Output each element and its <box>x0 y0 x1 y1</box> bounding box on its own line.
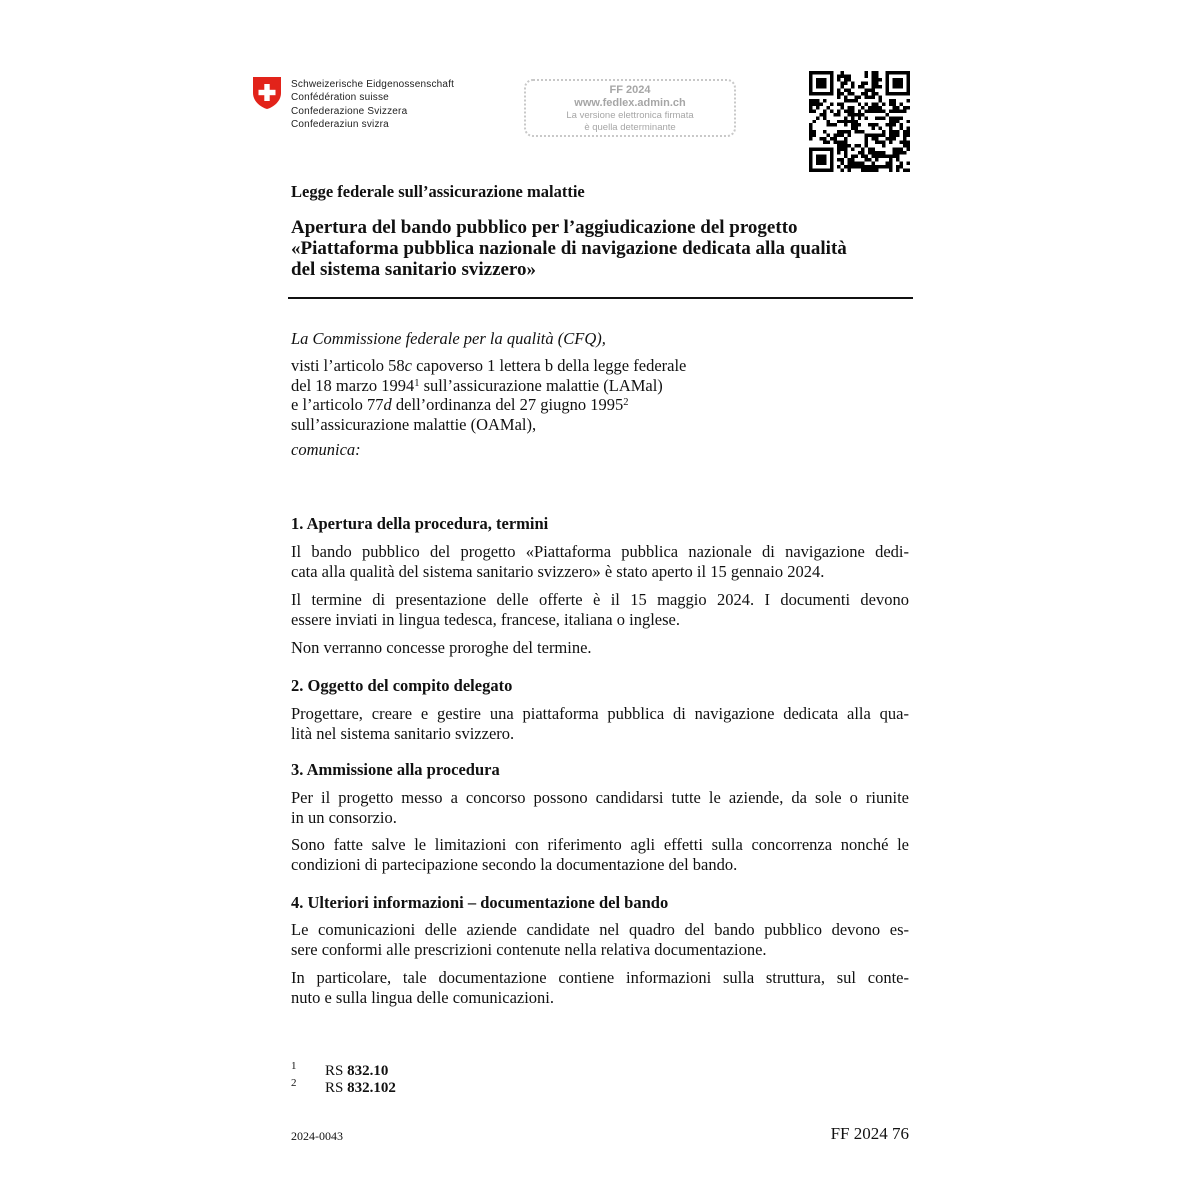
document-number: 2024-0043 <box>291 1129 343 1143</box>
preamble-line <box>291 395 686 414</box>
paragraph-line: sere conformi alle prescrizioni contenute nella relativa documentazione. <box>291 940 767 959</box>
preamble-text: e l’articolo 77 <box>291 395 384 415</box>
agency-line-de: Schweizerische Eidgenossenschaft <box>291 79 455 90</box>
paragraph-line: Sono fatte salve le limitazioni con riferimento agli effetti sulla concorrenza nonché le <box>291 835 909 854</box>
paragraph <box>291 968 909 1008</box>
footnote-text <box>325 1080 396 1097</box>
preamble-text: del 18 marzo 1994 <box>291 375 415 395</box>
title-line: Apertura del bando pubblico per l’aggiudicazione del progetto <box>291 217 798 238</box>
stamp-note-1: La versione elettronica firmata <box>566 110 694 121</box>
footnote-prefix: RS <box>325 1063 348 1079</box>
paragraph <box>291 542 909 582</box>
title-divider <box>288 297 913 299</box>
paragraph-line: in un consorzio. <box>291 808 397 827</box>
swiss-cross-shield-icon <box>252 76 282 110</box>
footnote-prefix: RS <box>325 1080 348 1096</box>
preamble-text: capoverso 1 lettera b della legge federale <box>411 356 687 376</box>
preamble-text: sull’assicurazione malattie (LAMal) <box>419 375 663 395</box>
paragraph-line: essere inviati in lingua tedesca, francese, italiana o inglese. <box>291 610 680 629</box>
document-title <box>291 217 911 280</box>
paragraph-line: Progettare, creare e gestire una piattaforma pubblica di navigazione dedicata alla qua- <box>291 704 909 723</box>
paragraph <box>291 788 909 828</box>
footnote-number: 2 <box>291 1077 297 1089</box>
qr-code-icon <box>809 71 910 172</box>
stamp-url: www.fedlex.admin.ch <box>574 97 686 109</box>
preamble-text: visti l’articolo 58 <box>291 356 405 376</box>
stamp-edition: FF 2024 <box>609 84 651 96</box>
agency-line-rm: Confederaziun svizra <box>291 118 389 130</box>
footnote-marker[interactable]: 1 <box>414 377 420 389</box>
footnote-number: 1 <box>291 1060 297 1072</box>
paragraph-line: nuto e sulla lingua delle comunicazioni. <box>291 988 555 1007</box>
footnote-text <box>325 1063 388 1080</box>
preamble-line <box>291 376 686 395</box>
paragraph-line: Non verranno concesse proroghe del termine. <box>291 638 592 657</box>
agency-line-it: Confederazione Svizzera <box>291 105 408 117</box>
paragraph-line: Il bando pubblico del progetto «Piattaforma pubblica nazionale di navigazione dedi- <box>291 542 909 561</box>
page-reference: FF 2024 76 <box>830 1124 909 1143</box>
section-heading: 2. Oggetto del compito delegato <box>291 676 513 695</box>
preamble-letter: c <box>404 356 412 376</box>
section-heading: 1. Apertura della procedura, termini <box>291 514 549 533</box>
preamble-letter: d <box>383 395 392 415</box>
footnote-marker[interactable]: 2 <box>623 397 629 409</box>
title-line: «Piattaforma pubblica nazionale di navigazione dedicata alla qualità <box>291 238 847 259</box>
section-heading: 4. Ulteriori informazioni – documentazione del bando <box>291 893 669 912</box>
publication-stamp <box>524 79 736 137</box>
agency-line-fr: Confédération suisse <box>291 92 389 104</box>
footnote-reference[interactable]: 832.10 <box>347 1063 389 1079</box>
paragraph <box>291 590 909 630</box>
paragraph-line: Le comunicazioni delle aziende candidate nel quadro del bando pubblico devono es- <box>291 920 909 939</box>
act-title: Legge federale sull’assicurazione malattie <box>291 182 585 201</box>
paragraph-line: cata alla qualità del sistema sanitario svizzero» è stato aperto il 15 gennaio 2024. <box>291 562 825 581</box>
paragraph-line: condizioni di partecipazione secondo la documentazione del bando. <box>291 855 738 874</box>
title-line: del sistema sanitario svizzero» <box>291 259 537 280</box>
preamble-text: dell’ordinanza del 27 giugno 1995 <box>391 395 624 415</box>
paragraph <box>291 638 909 658</box>
stamp-note-2: è quella determinante <box>584 121 676 133</box>
paragraph-line: Per il progetto messo a concorso possono candidarsi tutte le aziende, da sole o riunite <box>291 788 909 807</box>
paragraph <box>291 835 909 875</box>
section-heading: 3. Ammissione alla procedura <box>291 760 500 779</box>
preamble <box>291 329 686 459</box>
footnote-reference[interactable]: 832.102 <box>347 1080 396 1096</box>
preamble-verb: comunica: <box>291 440 361 460</box>
paragraph-line: In particolare, tale documentazione contiene informazioni sulla struttura, sul conte- <box>291 968 909 987</box>
preamble-authority: La Commissione federale per la qualità (CFQ), <box>291 329 606 348</box>
paragraph-line: lità nel sistema sanitario svizzero. <box>291 724 515 743</box>
paragraph <box>291 920 909 960</box>
paragraph <box>291 704 909 744</box>
preamble-line: sull’assicurazione malattie (OAMal), <box>291 414 537 434</box>
paragraph-line: Il termine di presentazione delle offerte è il 15 maggio 2024. I documenti devono <box>291 590 909 609</box>
preamble-line <box>291 356 686 375</box>
agency-name-block <box>291 78 454 131</box>
